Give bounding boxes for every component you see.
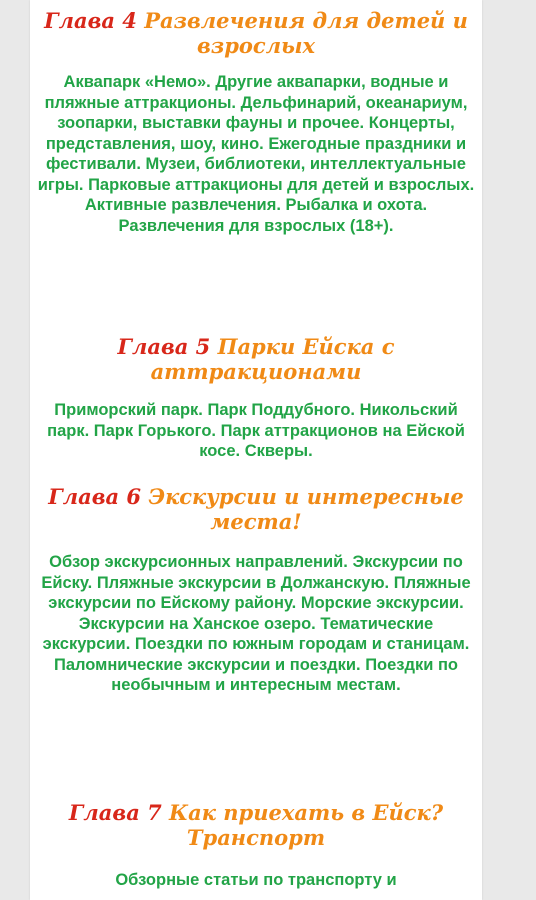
chapter-5 xyxy=(30,334,482,462)
chapter-description: Обзорные статьи по транспорту и xyxy=(115,871,397,889)
article-page xyxy=(30,0,482,900)
chapter-heading xyxy=(30,8,482,58)
chapter-title: Парки Ейска с аттракционами xyxy=(150,334,395,384)
chapter-number: Глава 5 xyxy=(117,334,211,359)
chapter-heading xyxy=(30,800,482,850)
chapter-title: Как приехать в Ейск? Транспорт xyxy=(169,800,444,850)
chapter-description: Обзор экскурсионных направлений. Экскурсии по Ейску. Пляжные экскурсии в Должанскую. Пляжные экскурсии по Ейскому району. Морские экскурсии. Экскурсии на Ханское озеро. Тематические экскурсии. Поездки по южным городам и станицам. Паломнические экскурсии и поездки. Поездки по необычным и интересным местам. xyxy=(41,553,471,694)
chapter-number: Глава 4 xyxy=(44,8,137,33)
chapter-heading xyxy=(30,484,482,534)
chapter-description: Аквапарк «Немо». Другие аквапарки, водные и пляжные аттракционы. Дельфинарий, океанариум, зоопарки, выставки фауны и прочее. Концерты, представления, шоу, кино. Ежегодные праздники и фестивали. Музеи, библиотеки, интеллектуальные игры. Парковые аттракционы для детей и взрослых. Активные развлечения. Рыбалка и охота. Развлечения для взрослых (18+). xyxy=(37,73,475,235)
chapter-description: Приморский парк. Парк Поддубного. Никольский парк. Парк Горького. Парк аттракционов на Ейской косе. Скверы. xyxy=(47,401,465,460)
chapter-title: Экскурсии и интересные места! xyxy=(148,484,464,534)
chapter-6 xyxy=(30,484,482,696)
chapter-title: Развлечения для детей и взрослых xyxy=(144,8,468,58)
chapter-heading xyxy=(30,334,482,384)
chapter-7 xyxy=(30,800,482,891)
chapter-number: Глава 6 xyxy=(48,484,142,509)
chapter-number: Глава 7 xyxy=(68,800,162,825)
chapter-4 xyxy=(30,8,482,236)
